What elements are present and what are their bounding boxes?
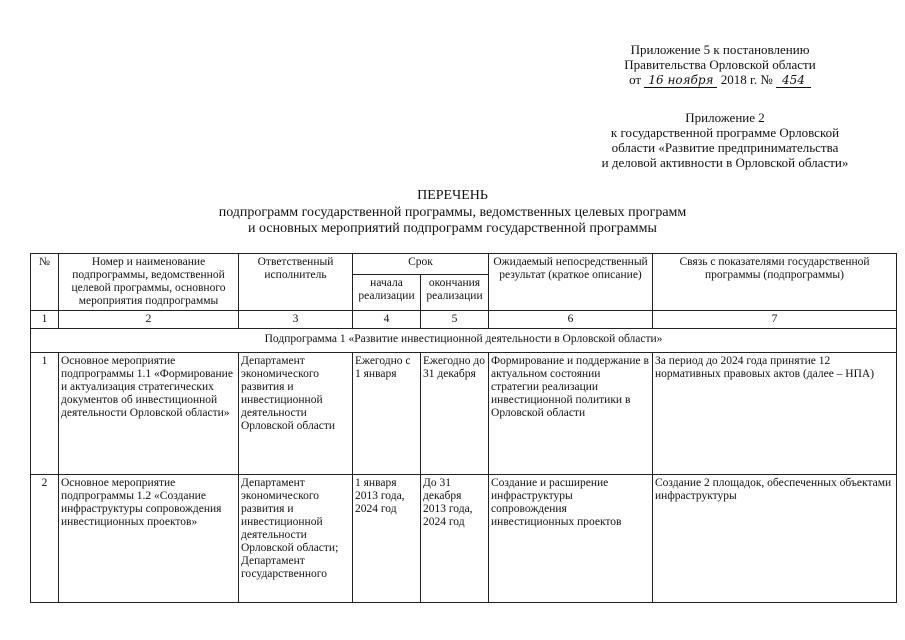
document-subtitle-2: и основных мероприятий подпрограмм государственной программы: [248, 221, 657, 236]
appendix-2-line1: Приложение 2: [685, 110, 765, 125]
column-number: 5: [421, 311, 489, 329]
column-number: 1: [31, 311, 59, 329]
row-link: Создание 2 площадок, обеспеченных объектами инфраструктуры: [653, 475, 897, 603]
row-end: Ежегодно до 31 декабря: [421, 353, 489, 475]
column-number: 6: [489, 311, 653, 329]
handwritten-date: 16 ноября: [644, 73, 717, 88]
appendix-2-header: [575, 110, 875, 170]
column-number: 3: [239, 311, 353, 329]
row-num: 1: [31, 353, 59, 475]
document-title: ПЕРЕЧЕНЬ: [417, 188, 488, 203]
row-result: Создание и расширение инфраструктуры сопровождения инвестиционных проектов: [489, 475, 653, 603]
appendix-5-line2: Правительства Орловской области: [624, 57, 816, 72]
row-name: Основное мероприятие подпрограммы 1.1 «Формирование и актуализация стратегических документов об инвестиционной деятельности Орловской области»: [59, 353, 239, 475]
appendix-2-line4: и деловой активности в Орловской области»: [601, 155, 849, 170]
table-row: [31, 353, 897, 475]
header-row-1: [31, 254, 897, 275]
column-number: 7: [653, 311, 897, 329]
subprogram-title: Подпрограмма 1 «Развитие инвестиционной деятельности в Орловской области»: [31, 329, 897, 353]
row-link: За период до 2024 года принятие 12 нормативных правовых актов (далее – НПА): [653, 353, 897, 475]
header-num: №: [31, 254, 59, 311]
row-executor: Департамент экономического развития и инвестиционной деятельности Орловской области; Департамент государственного: [239, 475, 353, 603]
appendix-2-line2: к государственной программе Орловской: [610, 125, 840, 140]
header-name: Номер и наименование подпрограммы, ведомственной целевой программы, основного мероприятия подпрограммы: [59, 254, 239, 311]
appendix-5-line1: Приложение 5 к постановлению: [630, 42, 810, 57]
row-result: Формирование и поддержание в актуальном состоянии стратегии реализации инвестиционной политики в Орловской области: [489, 353, 653, 475]
header-start: начала реализации: [353, 274, 421, 310]
table-row: [31, 475, 897, 603]
appendix-2-line3: области «Развитие предпринимательства: [611, 140, 839, 155]
header-end: окончания реализации: [421, 274, 489, 310]
from-prefix: от: [629, 72, 642, 87]
subprogram-row: [31, 329, 897, 353]
header-link: Связь с показателями государственной программы (подпрограммы): [653, 254, 897, 311]
column-number: 4: [353, 311, 421, 329]
year-suffix: 2018 г. №: [720, 72, 773, 87]
handwritten-number: 454: [776, 73, 811, 88]
header-period: Срок: [353, 254, 489, 275]
header-executor: Ответственный исполнитель: [239, 254, 353, 311]
row-start: Ежегодно с 1 января: [353, 353, 421, 475]
row-num: 2: [31, 475, 59, 603]
row-end: До 31 декабря 2013 года, 2024 год: [421, 475, 489, 603]
document-subtitle-1: подпрограмм государственной программы, ведомственных целевых программ: [218, 205, 687, 220]
appendix-5-header: [585, 42, 855, 88]
column-number: 2: [59, 311, 239, 329]
appendix-5-date-line: [585, 72, 855, 88]
column-number-row: [31, 311, 897, 329]
row-start: 1 января 2013 года, 2024 год: [353, 475, 421, 603]
header-result: Ожидаемый непосредственный результат (краткое описание): [489, 254, 653, 311]
row-executor: Департамент экономического развития и инвестиционной деятельности Орловской области: [239, 353, 353, 475]
programs-table: [30, 253, 897, 603]
row-name: Основное мероприятие подпрограммы 1.2 «Создание инфраструктуры сопровождения инвестиционных проектов»: [59, 475, 239, 603]
